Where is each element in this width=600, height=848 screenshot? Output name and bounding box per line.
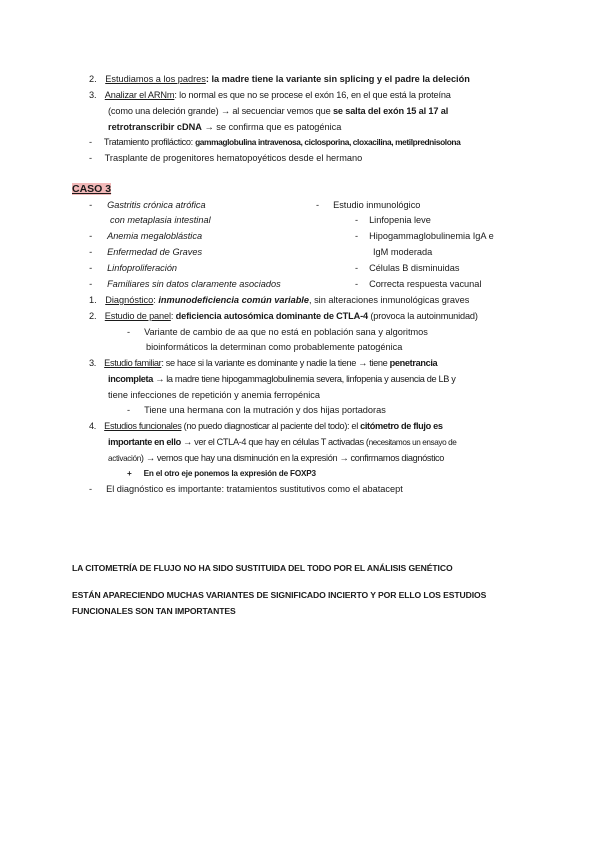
- symptom-item: [110, 214, 211, 227]
- immuno-item: [355, 262, 459, 275]
- item-text: : la madre tiene la variante sin splicing y el padre la deleción: [205, 74, 470, 84]
- immuno-title: Estudio inmunológico: [333, 200, 421, 210]
- note-text: ESTÁN APARECIENDO MUCHAS VARIANTES DE SIGNIFICADO INCIERTO Y POR ELLO LOS ESTUDIOS: [72, 590, 487, 600]
- note-text: FUNCIONALES SON TAN IMPORTANTES: [72, 606, 236, 616]
- list-number: 1.: [89, 295, 97, 305]
- panel-study-item: [89, 310, 478, 323]
- immuno-item: [355, 214, 431, 227]
- note-variants: [72, 589, 486, 602]
- note-flow-cytometry: [72, 562, 453, 575]
- item-text: ) → vemos que hay una disminución en la expresión → confirmamos diagnóstico: [140, 453, 445, 463]
- sub-item-text: bioinformáticos la determinan como probablemente patogénica: [146, 342, 403, 352]
- list-number: 2.: [89, 74, 97, 84]
- symptom-item: [89, 230, 202, 243]
- case-heading: [72, 183, 111, 196]
- dash-bullet: -: [355, 263, 359, 273]
- item-text: (no puedo diagnosticar al paciente del todo): el: [181, 421, 361, 431]
- list-number: 4.: [89, 421, 96, 431]
- item-text: (provoca la autoinmunidad): [367, 311, 478, 321]
- item-text: (como una deleción grande) → al secuenciar vemos que: [108, 106, 333, 116]
- symptom-text: Anemia megaloblástica: [107, 231, 203, 241]
- dash-bullet: -: [89, 200, 93, 210]
- item-text: tiene infecciones de repetición y anemia ferropénica: [108, 390, 320, 400]
- symptom-item: [89, 199, 206, 212]
- item-text: El diagnóstico es importante: tratamientos sustitutivos como el abatacept: [106, 484, 403, 494]
- item-text: → la madre tiene hipogammaglobulinemia severa, linfopenia y ausencia de LB y: [153, 374, 456, 384]
- item-text: :: [153, 295, 159, 305]
- immuno-text: Hipogammaglobulinemia IgA e: [369, 231, 494, 241]
- list-item-2: [89, 73, 470, 86]
- underlined-heading: Estudiamos a los padres: [105, 74, 206, 84]
- underlined-heading: Estudio familiar: [104, 358, 162, 368]
- item-text: : lo normal es que no se procese el exón 16, en el que está la proteína: [174, 90, 451, 100]
- treatment-line: [89, 136, 460, 149]
- item-text: → se confirma que es patogénica: [201, 122, 342, 132]
- family-study-item: [89, 357, 437, 370]
- treatment-note: [89, 483, 403, 496]
- functional-study-item: [89, 420, 443, 433]
- list-number: 3.: [89, 358, 96, 368]
- symptom-text: Linfoproliferación: [107, 263, 178, 273]
- item-text: :: [170, 311, 176, 321]
- sub-item-line-2: [146, 341, 402, 354]
- dash-bullet: -: [355, 279, 359, 289]
- sub-item-text: Variante de cambio de aa que no está en población sana y algoritmos: [144, 327, 428, 337]
- list-item-3-line-2: [108, 105, 448, 118]
- bold-text: se salta del exón 15 al 17 al: [332, 106, 449, 116]
- bold-text: gammaglobulina intravenosa, ciclosporina, cloxacilina, metilprednisolona: [195, 137, 461, 147]
- symptom-text: Familiares sin datos claramente asociados: [107, 279, 281, 289]
- bold-text: retrotranscribir cDNA: [108, 122, 202, 132]
- symptom-item: [89, 246, 202, 259]
- dash-bullet: -: [127, 327, 131, 337]
- sub-item: [127, 326, 428, 339]
- underlined-heading: Diagnóstico: [105, 295, 154, 305]
- dash-bullet: -: [355, 215, 359, 225]
- list-number: 3.: [89, 90, 97, 100]
- symptom-text: Enfermedad de Graves: [107, 247, 203, 257]
- item-text: Trasplante de progenitores hematopoyéticos desde el hermano: [104, 153, 363, 163]
- plus-bullet: +: [127, 469, 132, 478]
- small-text: activación: [108, 454, 141, 463]
- item-text: , sin alteraciones inmunológicas graves: [308, 295, 470, 305]
- dash-bullet: -: [89, 263, 93, 273]
- underlined-heading: Estudios funcionales: [104, 421, 182, 431]
- immuno-item: [355, 230, 494, 243]
- family-study-line-2: [108, 373, 455, 386]
- list-item-3-line-3: [108, 121, 341, 134]
- immuno-heading: [316, 199, 420, 212]
- symptom-item: [89, 262, 177, 275]
- sub-item: [127, 467, 316, 480]
- list-number: 2.: [89, 311, 97, 321]
- case-title: CASO 3: [72, 183, 112, 195]
- bold-text: incompleta: [108, 374, 153, 384]
- family-study-line-3: [108, 389, 320, 402]
- item-text: Tratamiento profiláctico:: [103, 137, 196, 147]
- dash-bullet: -: [89, 137, 92, 147]
- immuno-text: IgM moderada: [373, 247, 433, 257]
- item-text: : se hace si la variante es dominante y nadie la tiene → tiene: [161, 358, 390, 368]
- transplant-line: [89, 152, 362, 165]
- bold-text: deficiencia autosómica dominante de CTLA-4: [175, 311, 368, 321]
- symptom-text: Gastritis crónica atrófica: [107, 200, 206, 210]
- bold-text: importante en ello: [108, 437, 181, 447]
- bold-text: penetrancia: [389, 358, 438, 368]
- diagnosis-item: [89, 294, 469, 307]
- sub-item: [127, 404, 386, 417]
- bold-text: citómetro de flujo es: [360, 421, 443, 431]
- small-text: necesitamos un ensayo de: [368, 438, 457, 447]
- dash-bullet: -: [89, 484, 93, 494]
- dash-bullet: -: [355, 231, 359, 241]
- sub-item-text: En el otro eje ponemos la expresión de FOXP3: [143, 469, 316, 478]
- immuno-text: Linfopenia leve: [369, 215, 431, 225]
- sub-item-text: Tiene una hermana con la mutración y dos hijas portadoras: [144, 405, 386, 415]
- dash-bullet: -: [127, 405, 131, 415]
- symptom-item: [89, 278, 281, 291]
- symptom-text: con metaplasia intestinal: [110, 215, 211, 225]
- underlined-heading: Analizar el ARNm: [104, 90, 175, 100]
- functional-study-line-3: [108, 452, 444, 465]
- dash-bullet: -: [89, 247, 93, 257]
- item-text: → ver el CTLA-4 que hay en células T activadas (: [180, 437, 369, 447]
- dash-bullet: -: [89, 231, 93, 241]
- list-item-3: [89, 89, 451, 102]
- bold-italic-text: inmunodeficiencia común variable: [158, 295, 309, 305]
- note-variants-line-2: [72, 605, 236, 618]
- immuno-item: [373, 246, 432, 259]
- dash-bullet: -: [89, 279, 93, 289]
- underlined-heading: Estudio de panel: [104, 311, 171, 321]
- functional-study-line-2: [108, 436, 456, 449]
- immuno-text: Células B disminuidas: [369, 263, 460, 273]
- dash-bullet: -: [89, 153, 93, 163]
- note-text: LA CITOMETRÍA DE FLUJO NO HA SIDO SUSTITUIDA DEL TODO POR EL ANÁLISIS GENÉTICO: [72, 563, 453, 573]
- dash-bullet: -: [316, 200, 320, 210]
- immuno-item: [355, 278, 481, 291]
- immuno-text: Correcta respuesta vacunal: [369, 279, 482, 289]
